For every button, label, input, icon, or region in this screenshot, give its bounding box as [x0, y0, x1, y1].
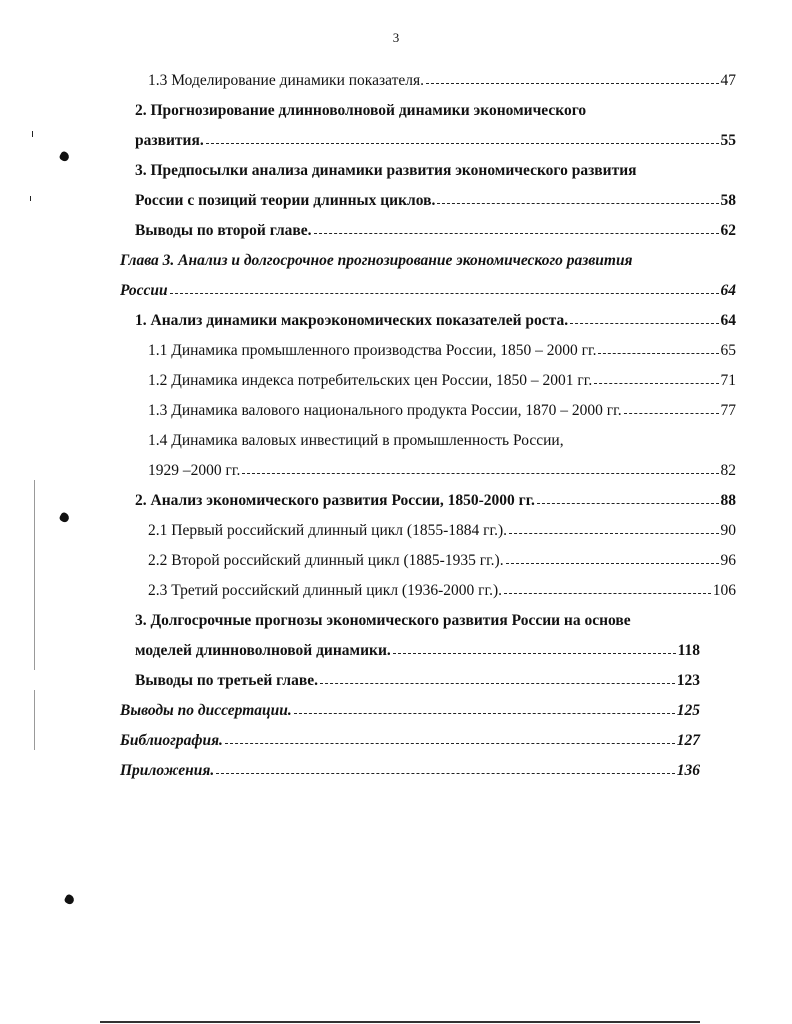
toc-entry-label: 2.2 Второй российский длинный цикл (1885-1935 гг.).: [148, 552, 504, 569]
toc-entry: [120, 696, 736, 726]
toc-entry-label: 1929 –2000 гг.: [148, 462, 241, 479]
toc-entry-page: 90: [720, 522, 736, 539]
toc-entry-page: 71: [720, 372, 736, 389]
toc-entry-label: моделей длинноволновой динамики.: [135, 642, 391, 659]
toc-entry-page: 125: [676, 702, 700, 719]
scan-tick: [32, 131, 33, 137]
toc-entry-label: 1.3 Динамика валового национального продукта России, 1870 – 2000 гг.: [148, 402, 622, 419]
scan-speck: [58, 511, 70, 523]
toc-entry-label: Глава 3. Анализ и долгосрочное прогнозирование экономического развития: [120, 252, 633, 269]
toc-entry-label: 1.4 Динамика валовых инвестиций в промышленность России,: [148, 432, 564, 449]
toc-entry-page: 62: [720, 222, 736, 239]
toc-entry-label: 2. Анализ экономического развития России, 1850-2000 гг.: [135, 492, 535, 509]
toc-entry: [120, 96, 736, 126]
toc-leader-dashes: [294, 712, 675, 714]
toc-entry: [120, 606, 736, 636]
toc-entry: [120, 336, 736, 366]
toc-leader-dashes: [570, 322, 718, 324]
toc-entry-page: 64: [720, 282, 736, 299]
toc-entry: [120, 306, 736, 336]
toc-entry-label: Выводы по второй главе.: [135, 222, 312, 239]
toc-leader-dashes: [537, 502, 719, 504]
toc-entry-page: 136: [676, 762, 700, 779]
toc-leader-dashes: [598, 352, 718, 354]
toc-entry-label: 3. Предпосылки анализа динамики развития экономического развития: [135, 162, 637, 179]
toc-entry-label: Приложения.: [120, 762, 215, 779]
toc-entry-label: 3. Долгосрочные прогнозы экономического развития России на основе: [135, 612, 631, 629]
toc-entry-page: 127: [676, 732, 700, 749]
scan-edge-line: [34, 690, 35, 750]
toc-leader-dashes: [320, 682, 675, 684]
toc-entry-page: 96: [720, 552, 736, 569]
toc-entry: [120, 186, 736, 216]
toc-entry-label: 1.1 Динамика промышленного производства России, 1850 – 2000 гг.: [148, 342, 597, 359]
toc-entry-label: 1.2 Динамика индекса потребительских цен России, 1850 – 2001 гг.: [148, 372, 593, 389]
toc-entry-label: России с позиций теории длинных циклов.: [135, 192, 436, 209]
toc-leader-dashes: [206, 142, 719, 144]
toc-leader-dashes: [170, 292, 719, 294]
toc-leader-dashes: [216, 772, 674, 774]
toc-entry-label: Библиография.: [120, 732, 223, 749]
toc-entry: [120, 486, 736, 516]
toc-leader-dashes: [506, 562, 719, 564]
toc-entry: [120, 276, 736, 306]
toc-entry-label: 2.1 Первый российский длинный цикл (1855-1884 гг.).: [148, 522, 507, 539]
toc-leader-dashes: [426, 82, 719, 84]
toc-entry-page: 82: [720, 462, 736, 479]
toc-leader-dashes: [393, 652, 676, 654]
toc-entry: [120, 546, 736, 576]
toc-entry-page: 123: [676, 672, 700, 689]
toc-entry-page: 77: [720, 402, 736, 419]
toc-entry-page: 106: [712, 582, 736, 599]
table-of-contents: [120, 66, 736, 786]
toc-entry-label: 1. Анализ динамики макроэкономических показателей роста.: [135, 312, 569, 329]
toc-entry-page: 118: [677, 642, 700, 659]
toc-entry: [120, 516, 736, 546]
toc-leader-dashes: [225, 742, 675, 744]
toc-entry-label: 2. Прогнозирование длинноволновой динамики экономического: [135, 102, 587, 119]
toc-entry: [120, 456, 736, 486]
toc-entry: [120, 216, 736, 246]
toc-entry: [120, 756, 736, 786]
toc-entry-page: 55: [720, 132, 736, 149]
scan-bottom-line: [100, 1021, 700, 1023]
toc-entry-label: России: [120, 282, 168, 299]
toc-entry: [120, 726, 736, 756]
scan-edge-line: [34, 480, 35, 670]
toc-entry: [120, 126, 736, 156]
toc-entry-page: 58: [720, 192, 736, 209]
toc-entry-label: развития.: [135, 132, 204, 149]
toc-entry: [120, 366, 736, 396]
toc-entry: [120, 666, 736, 696]
toc-entry: [120, 576, 736, 606]
toc-entry-label: 2.3 Третий российский длинный цикл (1936-2000 гг.).: [148, 582, 503, 599]
toc-entry-page: 65: [720, 342, 736, 359]
toc-leader-dashes: [314, 232, 719, 234]
toc-entry-label: 1.3 Моделирование динамики показателя.: [148, 72, 424, 89]
toc-entry: [120, 66, 736, 96]
scan-speck: [58, 150, 70, 162]
toc-leader-dashes: [594, 382, 718, 384]
page-number: 3: [392, 30, 400, 45]
scan-speck: [63, 893, 75, 905]
scan-tick: [30, 196, 31, 201]
toc-entry-label: Выводы по диссертации.: [120, 702, 292, 719]
toc-leader-dashes: [242, 472, 718, 474]
toc-entry-label: Выводы по третьей главе.: [135, 672, 319, 689]
toc-leader-dashes: [509, 532, 719, 534]
toc-entry: [120, 396, 736, 426]
toc-leader-dashes: [624, 412, 719, 414]
toc-entry-page: 88: [720, 492, 736, 509]
toc-entry: [120, 246, 736, 276]
toc-leader-dashes: [437, 202, 718, 204]
toc-entry-page: 47: [720, 72, 736, 89]
toc-entry: [120, 636, 736, 666]
toc-leader-dashes: [504, 592, 711, 594]
toc-entry-page: 64: [720, 312, 736, 329]
toc-entry: [120, 156, 736, 186]
toc-entry: [120, 426, 736, 456]
